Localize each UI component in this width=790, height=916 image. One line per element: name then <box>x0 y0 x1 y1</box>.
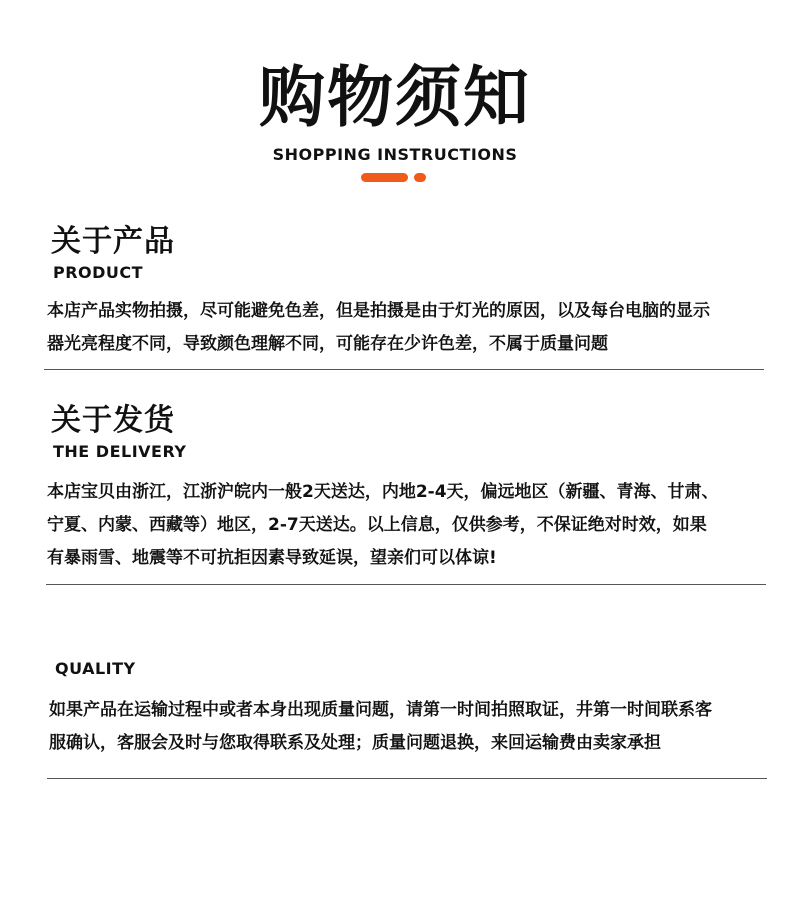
section-delivery-line: 有暴雨雪、地震等不可抗拒因素导致延误，望亲们可以体谅! <box>47 548 497 568</box>
page-title: 购物须知 <box>259 59 531 136</box>
section-delivery-line: 本店宝贝由浙江，江浙沪皖内一般2天送达，内地2-4天，偏远地区（新疆、青海、甘肃、 <box>47 482 719 502</box>
section-product-line: 器光亮程度不同，导致颜色理解不同，可能存在少许色差，不属于质量问题 <box>47 334 608 354</box>
section-divider <box>44 369 764 370</box>
section-divider <box>46 584 766 585</box>
section-delivery-line: 宁夏、内蒙、西藏等）地区，2-7天送达。以上信息，仅供参考，不保证绝对时效，如果 <box>47 515 707 535</box>
section-delivery-body <box>47 476 719 575</box>
section-product-subheading: PRODUCT <box>53 263 144 282</box>
section-product-heading: 关于产品 <box>51 224 175 259</box>
section-quality-line: 服确认，客服会及时与您取得联系及处理；质量问题退换，来回运输费由卖家承担 <box>49 733 661 753</box>
accent-dot <box>414 173 426 182</box>
section-quality-subheading: QUALITY <box>55 659 136 678</box>
section-delivery-heading: 关于发货 <box>51 403 175 438</box>
section-product-body <box>47 295 710 361</box>
section-quality-body <box>49 694 712 760</box>
accent-bar <box>361 173 408 182</box>
section-product-line: 本店产品实物拍摄，尽可能避免色差，但是拍摄是由于灯光的原因，以及每台电脑的显示 <box>47 301 710 321</box>
section-delivery-subheading: THE DELIVERY <box>53 442 187 461</box>
page-subtitle: SHOPPING INSTRUCTIONS <box>272 145 518 164</box>
section-divider <box>47 778 767 779</box>
section-quality-line: 如果产品在运输过程中或者本身出现质量问题，请第一时间拍照取证，井第一时间联系客 <box>49 700 712 720</box>
